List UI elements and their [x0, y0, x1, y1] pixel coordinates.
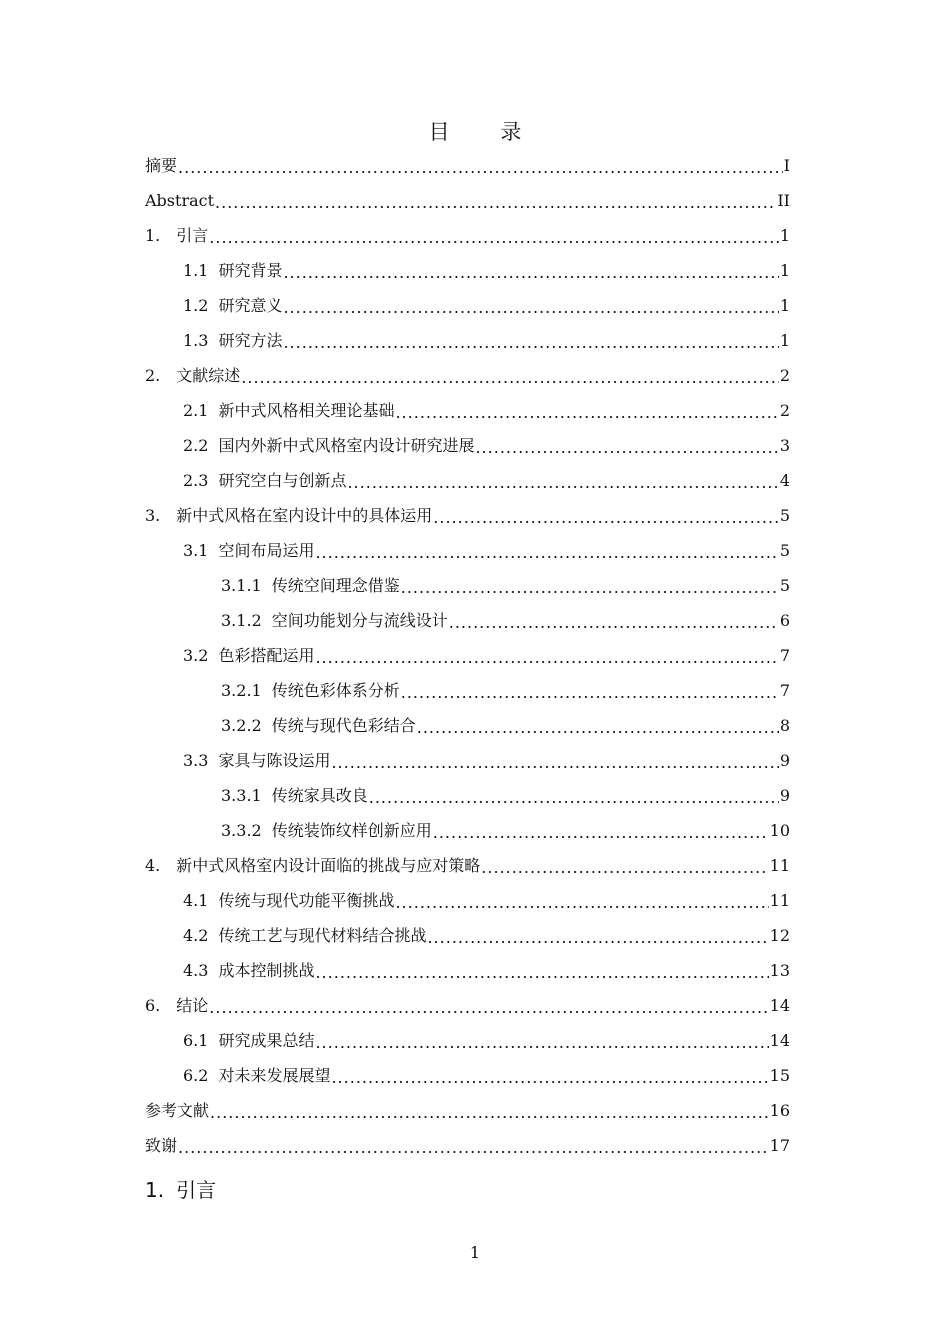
toc-entry-number: 6.2: [183, 1066, 209, 1085]
toc-entry[interactable]: [183, 883, 790, 918]
toc-entry-page: 10: [769, 821, 790, 840]
toc-title: 目 录: [428, 120, 544, 144]
toc-leader-dots: [369, 780, 779, 815]
toc-leader-dots: [331, 1060, 768, 1095]
toc-entry-label: 传统家具改良: [271, 786, 368, 805]
toc-leader-dots: [315, 1025, 768, 1060]
toc-entry[interactable]: [221, 708, 790, 743]
toc-entry-number: 2.1: [183, 401, 209, 420]
toc-entry-number: 2.: [145, 366, 161, 385]
toc-entry-page: 13: [769, 961, 790, 980]
section-heading-number: 1.: [145, 1178, 165, 1202]
toc-entry[interactable]: [145, 988, 790, 1023]
toc-entry[interactable]: [183, 953, 790, 988]
section-heading-label: 引言: [176, 1178, 217, 1202]
toc-entry-page: 16: [769, 1101, 790, 1120]
toc-entry-page: 8: [779, 716, 790, 735]
toc-entry[interactable]: [145, 1128, 790, 1163]
toc-entry-label: 致谢: [145, 1136, 178, 1155]
toc-entry-label: 研究意义: [218, 296, 283, 315]
toc-entry-page: 9: [779, 751, 790, 770]
toc-entry-number: 3.1.2: [221, 611, 262, 630]
toc-entry-number: 1.2: [183, 296, 209, 315]
toc-entry[interactable]: [221, 603, 790, 638]
toc-entry[interactable]: [183, 533, 790, 568]
page-number: 1: [469, 1243, 481, 1262]
toc-entry[interactable]: [145, 218, 790, 253]
toc-leader-dots: [215, 185, 776, 220]
toc-entry-page: 9: [779, 786, 790, 805]
toc-entry-label: 传统与现代功能平衡挑战: [218, 891, 395, 910]
toc-entry-page: II: [777, 191, 790, 210]
toc-entry[interactable]: [145, 1093, 790, 1128]
toc-entry[interactable]: [183, 253, 790, 288]
toc-entry-label: 传统色彩体系分析: [271, 681, 400, 700]
toc-entry-number: 3.2: [183, 646, 209, 665]
toc-entry-number: 6.: [145, 996, 161, 1015]
toc-leader-dots: [283, 325, 778, 360]
toc-leader-dots: [315, 640, 778, 675]
toc-entry[interactable]: [221, 813, 790, 848]
toc-entry-label: 传统工艺与现代材料结合挑战: [218, 926, 427, 945]
toc-entry[interactable]: [221, 778, 790, 813]
toc-entry[interactable]: [221, 568, 790, 603]
toc-entry-label: 空间功能划分与流线设计: [271, 611, 448, 630]
toc-entry-page: 1: [779, 331, 790, 350]
toc-entry[interactable]: [221, 673, 790, 708]
toc-leader-dots: [331, 745, 778, 780]
toc-leader-dots: [178, 1130, 769, 1165]
toc-entry-page: 12: [769, 926, 790, 945]
toc-entry-page: 15: [769, 1066, 790, 1085]
toc-entry[interactable]: [183, 918, 790, 953]
section-heading: [145, 1174, 216, 1203]
toc-entry[interactable]: [183, 463, 790, 498]
toc-leader-dots: [401, 675, 779, 710]
toc-entry-number: 1.1: [183, 261, 209, 280]
toc-entry[interactable]: [145, 498, 790, 533]
toc-entry-label: 国内外新中式风格室内设计研究进展: [218, 436, 475, 455]
toc-entry-label: 成本控制挑战: [218, 961, 315, 980]
toc-entry-label: 摘要: [145, 156, 178, 175]
toc-entry-number: 1.: [145, 226, 161, 245]
toc-leader-dots: [433, 815, 769, 850]
toc-entry-page: 1: [779, 226, 790, 245]
toc-entry-page: 14: [769, 996, 790, 1015]
toc-leader-dots: [283, 290, 778, 325]
toc-entry-page: 1: [779, 261, 790, 280]
toc-entry-label: 新中式风格室内设计面临的挑战与应对策略: [176, 856, 481, 875]
toc-leader-dots: [283, 255, 778, 290]
toc-entry-number: 2.3: [183, 471, 209, 490]
toc-entry[interactable]: [183, 288, 790, 323]
toc-leader-dots: [209, 990, 768, 1025]
toc-entry-label: 色彩搭配运用: [218, 646, 315, 665]
toc-entry-number: 1.3: [183, 331, 209, 350]
toc-leader-dots: [315, 955, 768, 990]
toc-entry-label: 新中式风格相关理论基础: [218, 401, 395, 420]
toc-leader-dots: [475, 430, 778, 465]
toc-entry-number: 2.2: [183, 436, 209, 455]
toc-leader-dots: [241, 360, 779, 395]
toc-leader-dots: [433, 500, 779, 535]
toc-entry-number: 4.: [145, 856, 161, 875]
toc-entry[interactable]: [145, 848, 790, 883]
toc-entry-number: 3.3: [183, 751, 209, 770]
toc-entry-page: 7: [779, 646, 790, 665]
toc-entry-number: 3.2.2: [221, 716, 262, 735]
toc-entry-page: 14: [769, 1031, 790, 1050]
toc-entry-number: 3.: [145, 506, 161, 525]
toc-entry-label: 对未来发展展望: [218, 1066, 331, 1085]
toc-entry-number: 4.1: [183, 891, 209, 910]
toc-leader-dots: [427, 920, 768, 955]
toc-entry-number: 3.3.2: [221, 821, 262, 840]
toc-entry-label: 研究成果总结: [218, 1031, 315, 1050]
toc-entry-page: 2: [779, 366, 790, 385]
toc-entry[interactable]: [145, 183, 790, 218]
toc-entry-number: 4.3: [183, 961, 209, 980]
toc-entry-label: 新中式风格在室内设计中的具体运用: [176, 506, 433, 525]
toc-entry[interactable]: [183, 743, 790, 778]
toc-entry-label: 研究空白与创新点: [218, 471, 347, 490]
toc-entry[interactable]: [183, 428, 790, 463]
toc-entry-page: 1: [779, 296, 790, 315]
toc-leader-dots: [347, 465, 778, 500]
toc-entry-label: 引言: [176, 226, 209, 245]
toc-entry-page: 5: [779, 541, 790, 560]
toc-entry-page: I: [783, 156, 790, 175]
toc-entry-number: 3.1.1: [221, 576, 262, 595]
toc-leader-dots: [209, 220, 779, 255]
toc-entry[interactable]: [183, 1023, 790, 1058]
toc-entry-label: 结论: [176, 996, 209, 1015]
toc-leader-dots: [481, 850, 768, 885]
toc-entry-label: 文献综述: [176, 366, 241, 385]
toc-entry-number: 6.1: [183, 1031, 209, 1050]
toc-entry-page: 11: [769, 891, 790, 910]
toc-entry[interactable]: [183, 638, 790, 673]
toc-entry[interactable]: [183, 393, 790, 428]
toc-entry-page: 11: [769, 856, 790, 875]
toc-entry-number: 4.2: [183, 926, 209, 945]
toc-entry-label: 参考文献: [145, 1101, 210, 1120]
toc-entry-page: 3: [779, 436, 790, 455]
toc-entry-label: 家具与陈设运用: [218, 751, 331, 770]
toc-entry[interactable]: [145, 358, 790, 393]
toc-entry-label: 传统装饰纹样创新应用: [271, 821, 432, 840]
toc-leader-dots: [449, 605, 779, 640]
toc-entry-label: 传统空间理念借鉴: [271, 576, 400, 595]
toc-entry-page: 2: [779, 401, 790, 420]
toc-entry[interactable]: [183, 1058, 790, 1093]
toc-entry-label: 传统与现代色彩结合: [271, 716, 416, 735]
toc-entry-label: 空间布局运用: [218, 541, 315, 560]
toc-leader-dots: [315, 535, 778, 570]
toc-leader-dots: [178, 150, 783, 185]
toc-entry-number: 3.2.1: [221, 681, 262, 700]
toc-entry[interactable]: [145, 148, 790, 183]
toc-leader-dots: [417, 710, 779, 745]
toc-entry-label: 研究背景: [218, 261, 283, 280]
toc-entry-page: 5: [779, 506, 790, 525]
toc-leader-dots: [395, 885, 768, 920]
toc-entry-label: Abstract: [145, 191, 215, 210]
toc-entry-page: 4: [779, 471, 790, 490]
toc-entry-page: 7: [779, 681, 790, 700]
toc-leader-dots: [210, 1095, 769, 1130]
toc-entry-page: 5: [779, 576, 790, 595]
toc-leader-dots: [401, 570, 779, 605]
toc-entry-number: 3.3.1: [221, 786, 262, 805]
toc-entry[interactable]: [183, 323, 790, 358]
toc-entry-label: 研究方法: [218, 331, 283, 350]
toc-entry-page: 17: [769, 1136, 790, 1155]
toc-leader-dots: [395, 395, 778, 430]
toc-entry-page: 6: [779, 611, 790, 630]
toc-entry-number: 3.1: [183, 541, 209, 560]
